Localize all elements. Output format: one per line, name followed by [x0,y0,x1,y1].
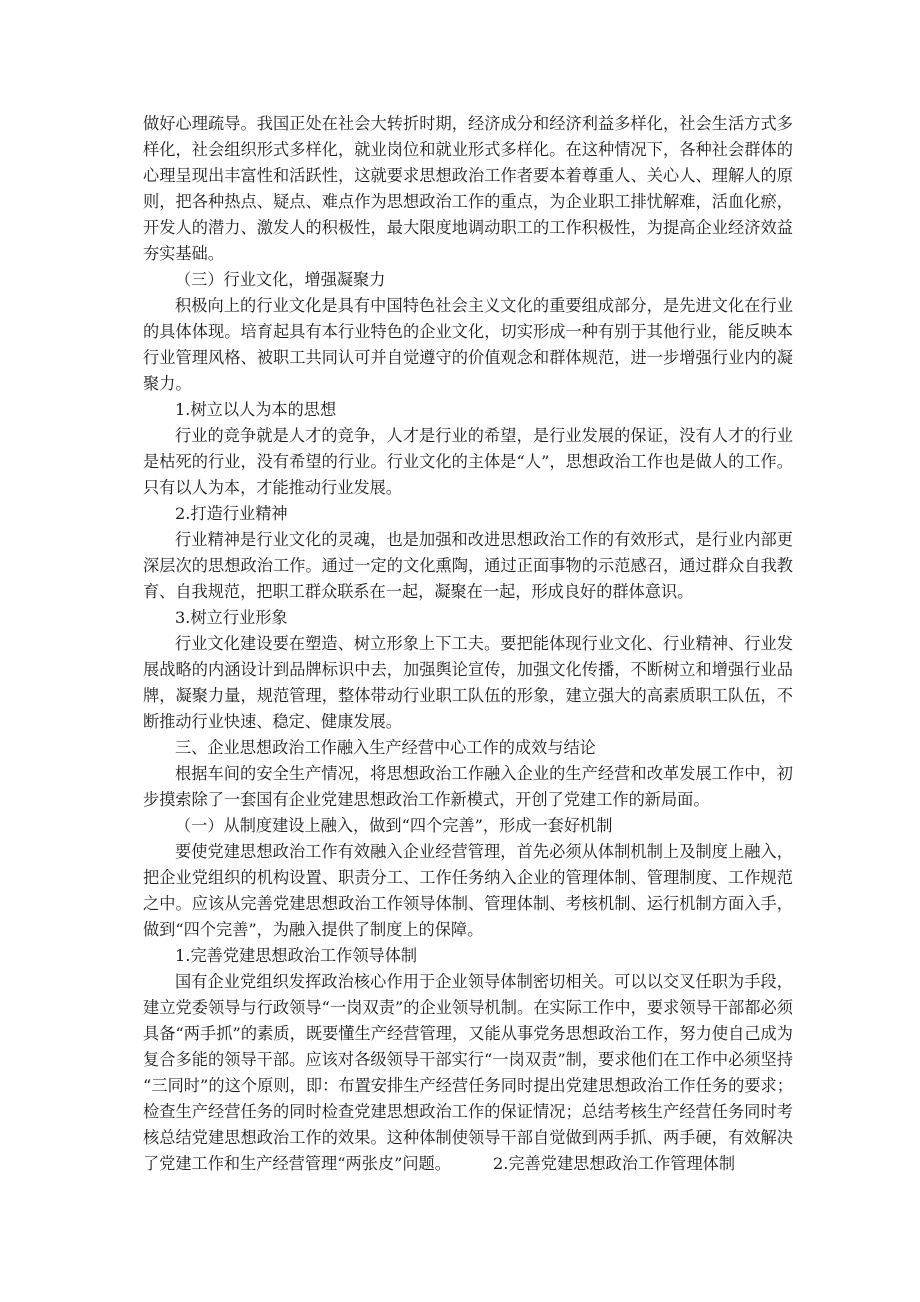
subsection-heading: 2.完善党建思想政治工作管理体制 [492,1154,736,1173]
text-fragment: 了党建工作和生产经营管理“两张皮”问题。 [143,1154,451,1173]
text-line: 检查生产经营任务的同时检查党建思想政治工作的保证情况；总结考核生产经营任务同时考 [143,1102,793,1121]
subsection-heading: 3.树立行业形象 [175,608,288,627]
text-line: 行业精神是行业文化的灵魂，也是加强和改进思想政治工作的有效形式，是行业内部更 [175,530,793,549]
text-line: 心理呈现出丰富性和活跃性，这就要求思想政治工作者要本着尊重人、关心人、理解人的原 [143,166,793,185]
text-line: 行业管理风格、被职工共同认可并自觉遵守的价值观念和群体规范，进一步增强行业内的凝 [143,348,793,367]
text-line: 核总结党建思想政治工作的效果。这种体制使领导干部自觉做到两手抓、两手硬，有效解决 [143,1128,793,1147]
text-line: 只有以人为本，才能推动行业发展。 [143,478,402,497]
text-line: 要使党建思想政治工作有效融入企业经营管理，首先必须从体制机制上及制度上融入， [175,842,793,861]
text-line: 做到“四个完善”，为融入提供了制度上的保障。 [143,920,484,939]
text-line: 聚力。 [143,374,192,393]
text-line: 把企业党组织的机构设置、职责分工、工作任务纳入企业的管理体制、管理制度、工作规范 [143,868,793,887]
text-line: 展战略的内涵设计到品牌标识中去，加强舆论宣传，加强文化传播，不断树立和增强行业品 [143,660,793,679]
text-line: 具备“两手抓”的素质，既要懂生产经营管理，又能从事党务思想政治工作，努力使自己成为 [143,1024,793,1043]
text-line: 行业的竞争就是人才的竞争，人才是行业的希望，是行业发展的保证，没有人才的行业 [175,426,793,445]
chapter-heading: 三、企业思想政治工作融入生产经营中心工作的成效与结论 [175,738,596,757]
text-line: 复合多能的领导干部。应该对各级领导干部实行“一岗双责”制，要求他们在工作中必须坚持 [143,1050,793,1069]
text-line: 行业文化建设要在塑造、树立形象上下工夫。要把能体现行业文化、行业精神、行业发 [175,634,793,653]
text-line: 国有企业党组织发挥政治核心作用于企业领导体制密切相关。可以以交叉任职为手段， [175,972,793,991]
text-line-mixed [143,1151,793,1177]
text-line: 是枯死的行业，没有希望的行业。行业文化的主体是“人”，思想政治工作也是做人的工作。 [143,452,793,471]
text-line: 开发人的潜力、激发人的积极性，最大限度地调动职工的工作积极性，为提高企业经济效益 [143,218,793,237]
text-line: 做好心理疏导。我国正处在社会大转折时期，经济成分和经济利益多样化，社会生活方式多 [143,114,793,133]
text-line: 根据车间的安全生产情况，将思想政治工作融入企业的生产经营和改革发展工作中，初 [175,764,793,783]
subsection-heading: 1.完善党建思想政治工作领导体制 [175,946,418,965]
subsection-heading: 1.树立以人为本的思想 [175,400,337,419]
text-line: 建立党委领导与行政领导“一岗双责”的企业领导机制。在实际工作中，要求领导干部都必须 [143,998,793,1017]
text-line: “三同时”的这个原则，即：布置安排生产经营任务同时提出党建思想政治工作任务的要求； [143,1076,793,1095]
text-line: 深层次的思想政治工作。通过一定的文化熏陶，通过正面事物的示范感召，通过群众自我教 [143,556,793,575]
text-line: 则，把各种热点、疑点、难点作为思想政治工作的重点，为企业职工排忧解难，活血化瘀， [143,192,793,211]
subsection-heading: 2.打造行业精神 [175,504,288,523]
text-line: 积极向上的行业文化是具有中国特色社会主义文化的重要组成部分，是先进文化在行业 [175,296,793,315]
section-heading: （一）从制度建设上融入，做到“四个完善”，形成一套好机制 [175,816,613,835]
text-line: 步摸索除了一套国有企业党建思想政治工作新模式，开创了党建工作的新局面。 [143,790,710,809]
text-line: 样化，社会组织形式多样化，就业岗位和就业形式多样化。在这种情况下，各种社会群体的 [143,140,793,159]
text-line: 之中。应该从完善党建思想政治工作领导体制、管理体制、考核机制、运行机制方面入手， [143,894,793,913]
text-line: 断推动行业快速、稳定、健康发展。 [143,712,402,731]
text-line: 育、自我规范，把职工群众联系在一起，凝聚在一起，形成良好的群体意识。 [143,582,694,601]
text-line: 牌，凝聚力量，规范管理，整体带动行业职工队伍的形象，建立强大的高素质职工队伍，不 [143,686,793,705]
text-line: 夯实基础。 [143,244,224,263]
text-line: 的具体体现。培育起具有本行业特色的企业文化，切实形成一种有别于其他行业，能反映本 [143,322,793,341]
section-heading: （三）行业文化，增强凝聚力 [175,270,386,289]
